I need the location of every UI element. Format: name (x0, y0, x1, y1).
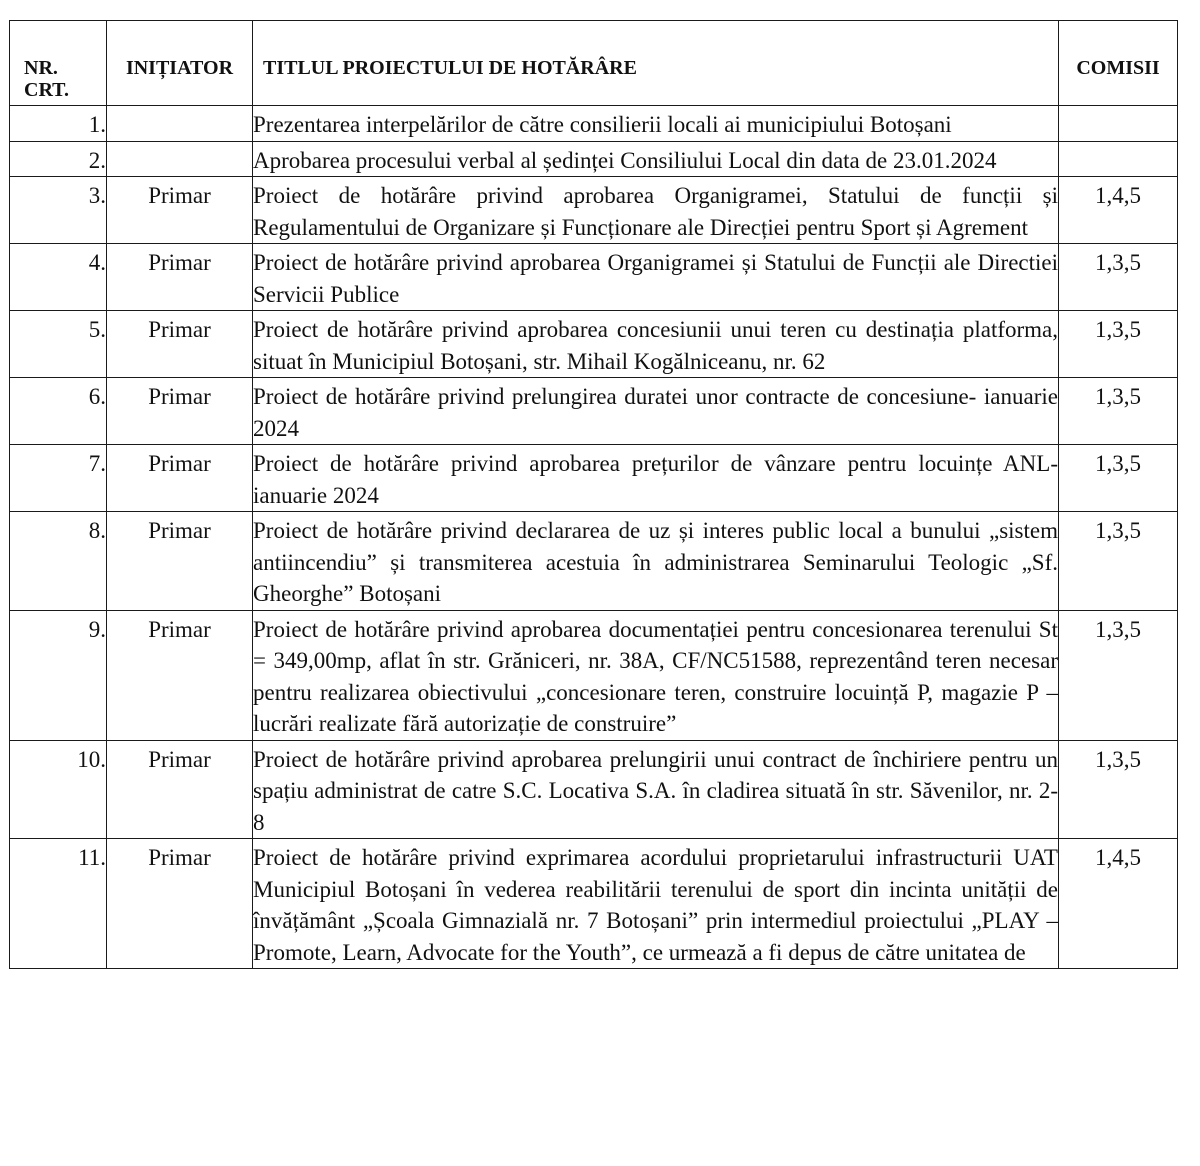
header-title-label: TITLUL PROIECTULUI DE HOTĂRÂRE (263, 57, 637, 79)
header-title (253, 21, 1059, 106)
table-row (10, 378, 1178, 445)
row-title: Proiect de hotărâre privind aprobarea Organigramei și Statului de Funcții ale Directiei Servicii Publice (253, 244, 1059, 311)
row-initiator: Primar (107, 610, 253, 740)
row-initiator: Primar (107, 244, 253, 311)
row-initiator (107, 141, 253, 177)
row-title: Proiect de hotărâre privind aprobarea Organigramei, Statului de funcții și Regulamentului de Organizare și Funcționare ale Direcției pentru Sport și Agrement (253, 177, 1059, 244)
header-nr (10, 21, 107, 106)
table-row (10, 839, 1178, 969)
table-row (10, 244, 1178, 311)
row-title: Proiect de hotărâre privind declararea de uz și interes public local a bunului „sistem antiincendiu” și transmiterea acestuia în administrarea Seminarului Teologic „Sf. Gheorghe” Botoșani (253, 512, 1059, 611)
row-commissions: 1,4,5 (1059, 177, 1178, 244)
row-initiator: Primar (107, 512, 253, 611)
header-initiator-label: INIȚIATOR (125, 57, 234, 79)
header-nr-label: NR. CRT. (24, 57, 70, 101)
row-commissions: 1,3,5 (1059, 445, 1178, 512)
row-commissions: 1,3,5 (1059, 740, 1178, 839)
row-number: 4. (10, 244, 107, 311)
table-row (10, 106, 1178, 142)
row-initiator: Primar (107, 311, 253, 378)
row-initiator: Primar (107, 445, 253, 512)
agenda-table (9, 20, 1178, 969)
row-title: Proiect de hotărâre privind aprobarea concesiunii unui teren cu destinația platforma, situat în Municipiul Botoșani, str. Mihail Kogălniceanu, nr. 62 (253, 311, 1059, 378)
row-title: Prezentarea interpelărilor de către consilierii locali ai municipiului Botoșani (253, 106, 1059, 142)
table-header-row (10, 21, 1178, 106)
row-commissions: 1,4,5 (1059, 839, 1178, 969)
row-number: 11. (10, 839, 107, 969)
row-number: 5. (10, 311, 107, 378)
header-commissions (1059, 21, 1178, 106)
row-initiator (107, 106, 253, 142)
row-commissions (1059, 141, 1178, 177)
row-title: Proiect de hotărâre privind exprimarea acordului proprietarului infrastructurii UAT Municipiul Botoșani în vederea reabilitării terenului de sport din incinta unității de învățământ „Școala Gimnazială nr. 7 Botoșani” prin intermediul proiectului „PLAY – Promote, Learn, Advocate for the Youth”, ce urmează a fi depus de către unitatea de (253, 839, 1059, 969)
row-commissions: 1,3,5 (1059, 311, 1178, 378)
header-commissions-label: COMISII (1076, 57, 1160, 79)
row-commissions (1059, 106, 1178, 142)
document-page (9, 20, 1177, 969)
row-number: 10. (10, 740, 107, 839)
row-initiator: Primar (107, 378, 253, 445)
row-number: 8. (10, 512, 107, 611)
table-row (10, 512, 1178, 611)
table-row (10, 141, 1178, 177)
row-number: 6. (10, 378, 107, 445)
row-title: Proiect de hotărâre privind aprobarea prelungirii unui contract de închiriere pentru un spațiu administrat de catre S.C. Locativa S.A. în cladirea situată în str. Săvenilor, nr. 2-8 (253, 740, 1059, 839)
row-commissions: 1,3,5 (1059, 512, 1178, 611)
row-commissions: 1,3,5 (1059, 244, 1178, 311)
table-row (10, 740, 1178, 839)
row-initiator: Primar (107, 740, 253, 839)
row-initiator: Primar (107, 177, 253, 244)
row-number: 7. (10, 445, 107, 512)
row-title: Proiect de hotărâre privind prelungirea duratei unor contracte de concesiune- ianuarie 2024 (253, 378, 1059, 445)
row-title: Aprobarea procesului verbal al ședinței Consiliului Local din data de 23.01.2024 (253, 141, 1059, 177)
table-row (10, 610, 1178, 740)
row-commissions: 1,3,5 (1059, 610, 1178, 740)
row-number: 1. (10, 106, 107, 142)
table-row (10, 177, 1178, 244)
table-row (10, 311, 1178, 378)
header-initiator (107, 21, 253, 106)
row-number: 9. (10, 610, 107, 740)
row-title: Proiect de hotărâre privind aprobarea documentației pentru concesionarea terenului St = 349,00mp, aflat în str. Grăniceri, nr. 38A, CF/NC51588, reprezentând teren necesar pentru realizarea obiectivului „concesionare teren, construire locuință P, magazie P – lucrări realizate fără autorizație de construire” (253, 610, 1059, 740)
row-title: Proiect de hotărâre privind aprobarea prețurilor de vânzare pentru locuințe ANL- ianuarie 2024 (253, 445, 1059, 512)
row-number: 3. (10, 177, 107, 244)
table-row (10, 445, 1178, 512)
row-number: 2. (10, 141, 107, 177)
row-initiator: Primar (107, 839, 253, 969)
row-commissions: 1,3,5 (1059, 378, 1178, 445)
